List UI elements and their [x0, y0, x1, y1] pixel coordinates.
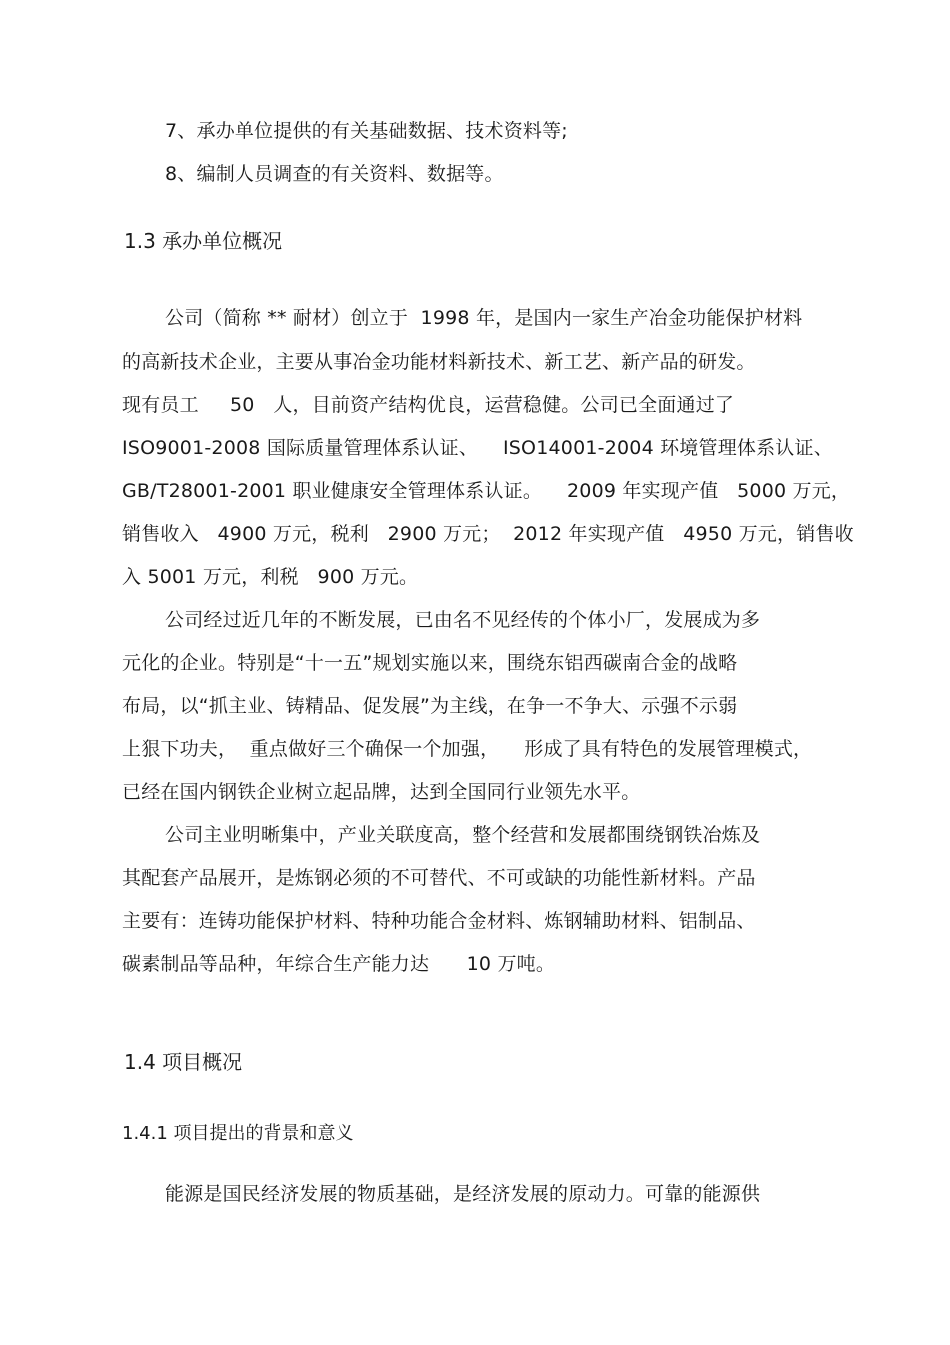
- paragraph-line: GB/T28001-2001 职业健康安全管理体系认证。 2009 年实现产值 5000 万元，: [122, 480, 851, 502]
- paragraph-line: 公司经过近几年的不断发展，已由名不见经传的个体小厂，发展成为多: [165, 609, 761, 631]
- paragraph-line: 碳素制品等品种，年综合生产能力达 10 万吨。: [122, 953, 556, 975]
- section-heading-1-3: 1.3 承办单位概况: [124, 229, 283, 253]
- list-item-8: 8、编制人员调查的有关资料、数据等。: [165, 163, 504, 185]
- paragraph-line: 现有员工 50 人，目前资产结构优良，运营稳健。公司已全面通过了: [122, 394, 735, 416]
- subsection-heading-1-4-1: 1.4.1 项目提出的背景和意义: [122, 1123, 354, 1144]
- paragraph-line: 公司（简称 ** 耐材）创立于 1998 年，是国内一家生产冶金功能保护材料: [165, 307, 803, 329]
- paragraph-line: 公司主业明晰集中，产业关联度高，整个经营和发展都围绕钢铁冶炼及: [165, 824, 761, 846]
- paragraph-line: 布局，以“抓主业、铸精品、促发展”为主线，在争一不争大、示强不示弱: [122, 695, 738, 717]
- paragraph-line: 销售收入 4900 万元，税利 2900 万元； 2012 年实现产值 4950 万元，销售收: [122, 523, 854, 545]
- paragraph-line: 主要有：连铸功能保护材料、特种功能合金材料、炼钢辅助材料、铝制品、: [122, 910, 756, 932]
- paragraph-line: 入 5001 万元，利税 900 万元。: [122, 566, 419, 588]
- paragraph-line: 其配套产品展开，是炼钢必须的不可替代、不可或缺的功能性新材料。产品: [122, 867, 756, 889]
- paragraph-line: 上狠下功夫， 重点做好三个确保一个加强， 形成了具有特色的发展管理模式，: [122, 738, 813, 760]
- section-heading-1-4: 1.4 项目概况: [124, 1050, 243, 1074]
- paragraph-line: 的高新技术企业，主要从事冶金功能材料新技术、新工艺、新产品的研发。: [122, 351, 756, 373]
- paragraph-line: 元化的企业。特别是“十一五”规划实施以来，围绕东铝西碳南合金的战略: [122, 652, 738, 674]
- paragraph-line: 能源是国民经济发展的物质基础，是经济发展的原动力。可靠的能源供: [165, 1183, 761, 1205]
- paragraph-line: 已经在国内钢铁企业树立起品牌，达到全国同行业领先水平。: [122, 781, 641, 803]
- list-item-7: 7、承办单位提供的有关基础数据、技术资料等;: [165, 120, 568, 142]
- paragraph-line: ISO9001-2008 国际质量管理体系认证、 ISO14001-2004 环境管理体系认证、: [122, 437, 833, 459]
